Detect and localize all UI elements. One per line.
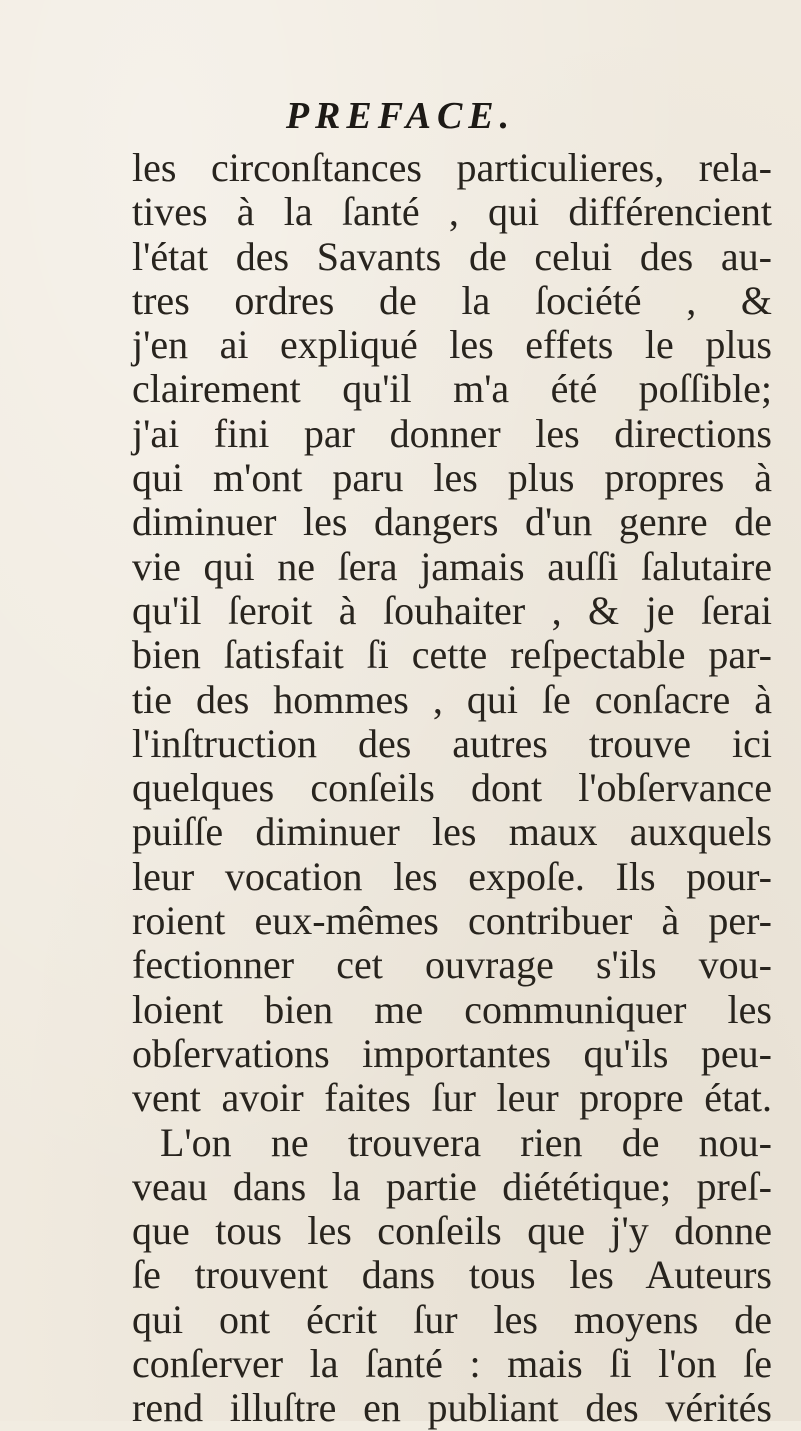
text-line: L'on ne trouvera rien de nou- bbox=[160, 1119, 772, 1165]
text-line: leur vocation les expoſe. Ils pour- bbox=[132, 853, 772, 899]
text-line: qu'il ſeroit à ſouhaiter , & je ſerai bbox=[132, 587, 772, 633]
text-line: veau dans la partie diététique; preſ- bbox=[132, 1163, 772, 1209]
text-line: les circonſtances particulieres, rela- bbox=[132, 145, 772, 190]
text-line: tie des hommes , qui ſe conſacre à bbox=[132, 676, 772, 722]
text-line: qui m'ont paru les plus propres à bbox=[132, 455, 772, 501]
text-line: roient eux-mêmes contribuer à per- bbox=[132, 898, 772, 944]
text-line: j'en ai expliqué les effets le plus bbox=[132, 322, 772, 368]
text-line: bien ſatisfait ſi cette reſpectable par- bbox=[132, 632, 772, 678]
text-line: rend illuſtre en publiant des vérités bbox=[132, 1385, 772, 1431]
text-line: tres ordres de la ſociété , & bbox=[132, 277, 772, 323]
text-line: que tous les conſeils que j'y donne bbox=[132, 1208, 772, 1254]
text-line: puiſſe diminuer les maux auxquels bbox=[132, 809, 772, 855]
text-line: vie qui ne ſera jamais auſſi ſalutaire bbox=[132, 543, 772, 589]
text-line: l'inſtruction des autres trouve ici bbox=[132, 720, 772, 766]
text-line: vent avoir faites ſur leur propre état. bbox=[132, 1075, 772, 1121]
text-line: l'état des Savants de celui des au- bbox=[132, 233, 772, 279]
text-line: ſe trouvent dans tous les Auteurs bbox=[132, 1252, 772, 1298]
text-line: qui ont écrit ſur les moyens de bbox=[132, 1296, 772, 1342]
text-line: diminuer les dangers d'un genre de bbox=[132, 499, 772, 545]
text-line: tives à la ſanté , qui différencient bbox=[132, 189, 772, 235]
text-line: clairement qu'il m'a été poſſible; bbox=[132, 366, 772, 412]
text-line: fectionner cet ouvrage s'ils vou- bbox=[132, 942, 772, 988]
running-head: PREFACE. bbox=[285, 95, 516, 137]
text-line: quelques conſeils dont l'obſervance bbox=[132, 765, 772, 811]
body-text bbox=[132, 146, 772, 1431]
text-line: j'ai fini par donner les directions bbox=[132, 410, 772, 456]
text-line: conſerver la ſanté : mais ſi l'on ſe bbox=[132, 1341, 772, 1387]
text-line: loient bien me communiquer les bbox=[132, 986, 772, 1032]
text-line: obſervations importantes qu'ils peu- bbox=[132, 1030, 772, 1076]
